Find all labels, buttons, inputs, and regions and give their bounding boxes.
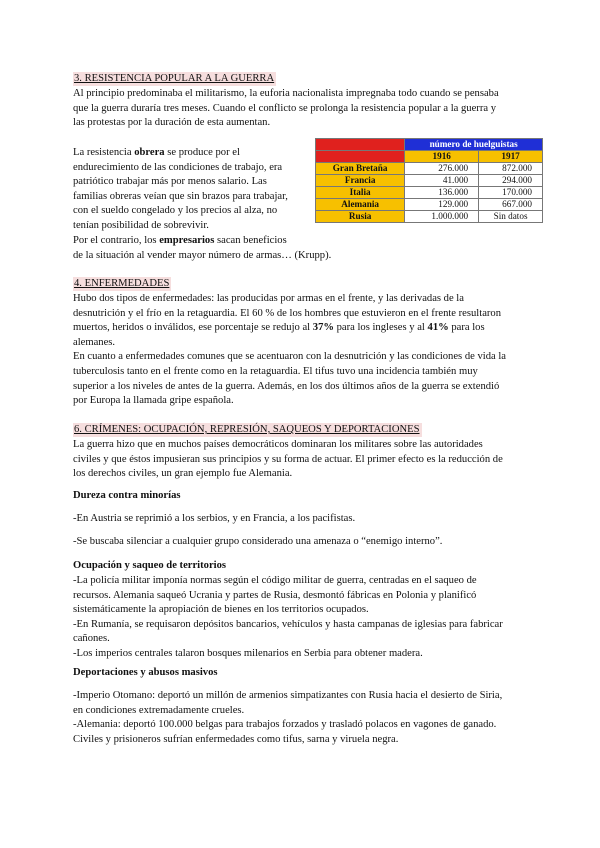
text-span: sacan beneficios (214, 235, 287, 246)
section-4-body (73, 292, 528, 409)
table-corner-cell (316, 139, 405, 151)
obrera-paragraph (73, 146, 313, 234)
text-line: en condiciones extremadamente crueles. (73, 704, 245, 716)
country-cell: Francia (316, 175, 405, 187)
year-1916: 1916 (405, 151, 479, 163)
text-span: para los ingleses y al (333, 322, 428, 334)
text-line: -Alemania: deportó 100.000 belgas para trabajos forzados y trasladó polacos en vagones de ganado. (73, 719, 497, 731)
text-line: -Imperio Otomano: deportó un millón de armenios simpatizantes con Rusia hacia el desierto de Siria, (73, 690, 503, 701)
text-span: Por el contrario, los (73, 235, 160, 246)
text-line: alemanes. (73, 336, 116, 348)
text-line: con el sueldo congelado y los precios al alza, no (73, 205, 278, 217)
text-line: cañones. (73, 633, 110, 645)
text-line: recursos. Alemania saqueó Ucrania y partes de Rusia, desmontó fábricas en Polonia y planificó (73, 589, 477, 601)
text-line: civiles y que éstos impusieran sus principios y su forma de actuar. El primer efecto es la reducción de (73, 453, 503, 465)
value-cell: 170.000 (479, 187, 543, 199)
table-row (316, 187, 543, 199)
text-line: por Europa la llamada gripe española. (73, 395, 234, 407)
text-line (73, 146, 313, 161)
section-6-heading: 6. CRÍMENES: OCUPACIÓN, REPRESIÓN, SAQUEOS Y DEPORTACIONES (74, 424, 420, 435)
text-span: para los (448, 322, 485, 334)
text-line: -La policía militar imponía normas según el código militar de guerra, centradas en el saqueo de (73, 575, 477, 586)
text-line (73, 321, 528, 336)
bold-term: empresarios (159, 235, 215, 246)
text-span: La resistencia (73, 147, 135, 158)
text-line: -En Rumanía, se requisaron depósitos bancarios, vehículos y hasta campanas de iglesias para fabricar (73, 618, 503, 630)
text-line: Hubo dos tipos de enfermedades: las producidas por armas en el frente, y las derivadas de la (73, 293, 464, 304)
text-line: familias obreras veían que sin brazos para trabajar, (73, 190, 288, 202)
section-3-intro (73, 87, 528, 131)
text-line: sistemáticamente la apropiación de bienes en los territorios ocupados. (73, 604, 369, 616)
section-6-intro (73, 438, 528, 482)
text-line: tenían posibilidad de sobrevivir. (73, 219, 209, 231)
table-row (316, 211, 543, 223)
empresarios-line-2: de la situación al vender mayor número de armas… (Krupp). (73, 250, 332, 261)
table-header-row (316, 139, 543, 151)
dureza-item: -En Austria se reprimió a los serbios, y en Francia, a los pacifistas. (73, 513, 356, 524)
empresarios-line-1 (73, 234, 287, 249)
country-cell: Rusia (316, 211, 405, 223)
bold-term: obrera (134, 147, 165, 158)
text-line: En cuanto a enfermedades comunes que se acentuaron con la desnutrición y las condiciones de vida la (73, 351, 507, 363)
text-span: muertos, heridos o inválidos, ese porcentaje se redujo al (73, 322, 313, 334)
text-line: Civiles y prisioneros sufrían enfermedades como tifus, sarna y viruela negra. (73, 733, 399, 745)
dureza-title: Dureza contra minorías (73, 490, 181, 501)
text-line: superior a los niveles de antes de la guerra. Además, en los dos últimos años de la guerra se extendió (73, 380, 500, 392)
table-row (316, 199, 543, 211)
country-cell: Gran Bretaña (316, 163, 405, 175)
value-cell: 136.000 (405, 187, 479, 199)
table-row (316, 163, 543, 175)
text-line: tuberculosis tanto en el frente como en la retaguardia. El tifus tuvo una incidencia también muy (73, 365, 478, 377)
value-cell: 667.000 (479, 199, 543, 211)
section-4-heading: 4. ENFERMEDADES (74, 278, 170, 289)
text-line: las protestas por la duración de esta aumentan. (73, 117, 271, 129)
text-line: -Los imperios centrales talaron bosques milenarios en Serbia para obtener madera. (73, 647, 423, 659)
table-years-row (316, 151, 543, 163)
dureza-item: -Se buscaba silenciar a cualquier grupo considerado una amenaza o “enemigo interno”. (73, 536, 443, 547)
text-line: endurecimiento de las condiciones de trabajo, era (73, 161, 283, 173)
table-corner-cell (316, 151, 405, 163)
ocupacion-body (73, 574, 528, 662)
percent-uk: 37% (312, 322, 334, 334)
country-cell: Alemania (316, 199, 405, 211)
value-cell: 872.000 (479, 163, 543, 175)
text-line: La guerra hizo que en muchos países democráticos dominaran los militares sobre las autoridades (73, 439, 483, 450)
percent-de: 41% (427, 322, 449, 334)
strikers-table (315, 138, 543, 223)
deportaciones-body (73, 689, 528, 747)
text-line: desnutrición y el frío en la retaguardia. El 60 % de los hombres que estuvieron en el frente resultaron (73, 307, 502, 319)
table-header: número de huelguistas (405, 139, 543, 151)
value-cell: 129.000 (405, 199, 479, 211)
ocupacion-title: Ocupación y saqueo de territorios (73, 560, 227, 571)
value-cell: 1.000.000 (405, 211, 479, 223)
text-line: que la guerra duraría tres meses. Cuando el conflicto se prolonga la resistencia popular a la guerra y (73, 102, 496, 114)
value-cell: 294.000 (479, 175, 543, 187)
country-cell: Italia (316, 187, 405, 199)
value-cell: 276.000 (405, 163, 479, 175)
value-cell: Sin datos (479, 211, 543, 223)
section-3-heading: 3. RESISTENCIA POPULAR A LA GUERRA (74, 73, 275, 84)
text-span: se produce por el (164, 147, 240, 158)
text-line: Al principio predominaba el militarismo, la euforia nacionalista impregnaba todo cuando se pensaba (73, 88, 499, 99)
value-cell: 41.000 (405, 175, 479, 187)
text-line: los derechos civiles, un gran ejemplo fue Alemania. (73, 468, 293, 480)
text-line: patriótico trabajar más por menos salario. Las (73, 176, 267, 188)
deportaciones-title: Deportaciones y abusos masivos (73, 667, 218, 678)
table-row (316, 175, 543, 187)
year-1917: 1917 (479, 151, 543, 163)
